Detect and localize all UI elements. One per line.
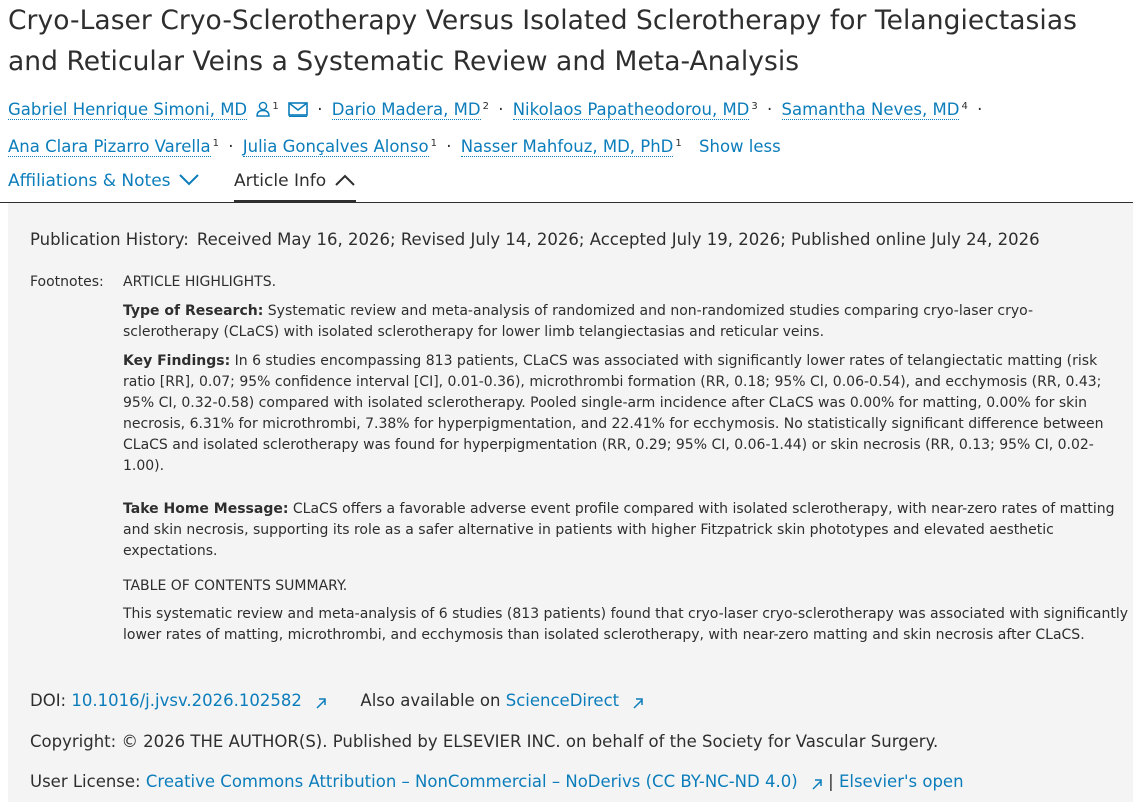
affiliation-sup: 2 — [482, 101, 489, 112]
type-label: Type of Research: — [123, 303, 264, 319]
type-text: Systematic review and meta-analysis of randomized and non-randomized studies comparing cryo-laser cryo-sclerotherapy (CLaCS) with isolated sclerotherapy for lower limb telangiectasias and reticular veins. — [123, 303, 1034, 340]
tab-label: Affiliations & Notes — [8, 171, 171, 191]
envelope-icon[interactable] — [288, 96, 308, 128]
chevron-down-icon — [178, 173, 200, 187]
author-link[interactable]: Ana Clara Pizarro Varella — [8, 137, 211, 156]
doi-row — [30, 691, 644, 710]
tab-label: Article Info — [234, 171, 327, 191]
copyright-value: © 2026 THE AUTHOR(S). Published by ELSEVIER INC. on behalf of the Society for Vascular Surgery. — [121, 732, 939, 751]
affiliation-sup: 1 — [212, 138, 219, 149]
publication-history-value: Received May 16, 2026; Revised July 14, 2026; Accepted July 19, 2026; Published online July 24, 2026 — [196, 230, 1040, 249]
findings-label: Key Findings: — [123, 353, 231, 369]
license-label: User License: — [30, 772, 141, 791]
article-info-panel — [8, 203, 1133, 802]
footnotes-heading: ARTICLE HIGHLIGHTS. — [123, 274, 277, 290]
toc-summary: This systematic review and meta-analysis of 6 studies (813 patients) found that cryo-laser cryo-sclerotherapy was associated with significantly lower rates of matting, microthrombi, and ecchymosis than isolated sclerotherapy, with near-zero matting and skin necrosis after CLaCS. — [123, 606, 1129, 643]
publication-history-label: Publication History: — [30, 230, 189, 249]
type-of-research — [123, 301, 1128, 343]
author-list — [8, 91, 1128, 163]
external-link-icon[interactable] — [632, 697, 644, 709]
affiliation-sup: 3 — [751, 101, 758, 112]
findings-text: In 6 studies encompassing 813 patients, CLaCS was associated with significantly lower rates of telangiectatic matting (risk ratio [RR], 0.07; 95% confidence interval [CI], 0.01-0.36), microthrombi formation (RR, 0.18; 95% CI, 0.06-0.54), and ecchymosis (RR, 0.43; 95% CI, 0.32-0.58) compared with isolated sclerotherapy. Pooled single-arm incidence after CLaCS was 0.00% for matting, 0.00% for skin necrosis, 6.31% for microthrombi, 7.38% for hyperpigmentation, and 22.41% for ecchymosis. No statistically significant difference between CLaCS and isolated sclerotherapy was found for hyperpigmentation (RR, 0.29; 95% CI, 0.06-1.44) or skin necrosis (RR, 0.13; 95% CI, 0.02-1.00). — [123, 353, 1104, 474]
license-link[interactable]: Creative Commons Attribution – NonCommercial – NoDerivs (CC BY-NC-ND 4.0) — [145, 772, 798, 791]
footnotes-label: Footnotes: — [30, 274, 104, 290]
message-text: CLaCS offers a favorable adverse event profile compared with isolated sclerotherapy, with near-zero rates of matting and skin necrosis, supporting its role as a safer alternative in patients with higher Fitzpatrick skin phototypes and elevated aesthetic expectations. — [123, 501, 1115, 559]
message-label: Take Home Message: — [123, 501, 289, 517]
author-link[interactable]: Nikolaos Papatheodorou, MD — [512, 100, 750, 119]
external-link-icon[interactable] — [315, 697, 327, 709]
toc-heading: TABLE OF CONTENTS SUMMARY. — [123, 578, 348, 594]
article-title: Cryo-Laser Cryo-Sclerotherapy Versus Isolated Sclerotherapy for Telangiectasias and Reticular Veins a Systematic Review and Meta-Analysis — [8, 5, 1077, 77]
tab-article-info[interactable] — [234, 166, 356, 202]
author-link[interactable]: Dario Madera, MD — [331, 100, 481, 119]
elsevier-open-link[interactable]: Elsevier's open — [838, 772, 964, 791]
affiliation-sup: 1 — [272, 101, 279, 112]
also-available-label: Also available on — [360, 691, 501, 710]
key-findings — [123, 351, 1128, 477]
doi-label: DOI: — [30, 691, 67, 710]
author-separator: · — [977, 100, 983, 119]
external-link-icon[interactable] — [811, 778, 823, 790]
author-link[interactable]: Samantha Neves, MD — [781, 100, 960, 119]
license-row — [30, 772, 964, 791]
article-tabs — [0, 166, 1133, 203]
author-link[interactable]: Gabriel Henrique Simoni, MD — [8, 100, 248, 119]
author-separator: · — [446, 137, 452, 156]
copyright-label: Copyright: — [30, 732, 117, 751]
author-separator: · — [767, 100, 773, 119]
tab-affiliations[interactable] — [8, 166, 200, 196]
author-separator: · — [498, 100, 504, 119]
show-less-button[interactable]: Show less — [699, 137, 781, 156]
sciencedirect-link[interactable]: ScienceDirect — [505, 691, 620, 710]
author-separator: · — [317, 100, 323, 119]
publication-history — [30, 230, 1040, 249]
affiliation-sup: 1 — [430, 138, 437, 149]
author-separator: · — [228, 137, 234, 156]
doi-link[interactable]: 10.1016/j.jvsv.2026.102582 — [71, 691, 302, 710]
person-icon[interactable] — [256, 96, 270, 128]
affiliation-sup: 1 — [675, 138, 682, 149]
copyright-row — [30, 732, 938, 751]
license-separator: | — [828, 772, 834, 791]
author-link[interactable]: Nasser Mahfouz, MD, PhD — [460, 137, 674, 156]
take-home-message — [123, 499, 1128, 562]
author-link[interactable]: Julia Gonçalves Alonso — [242, 137, 429, 156]
affiliation-sup: 4 — [961, 101, 968, 112]
chevron-up-icon — [334, 173, 356, 187]
